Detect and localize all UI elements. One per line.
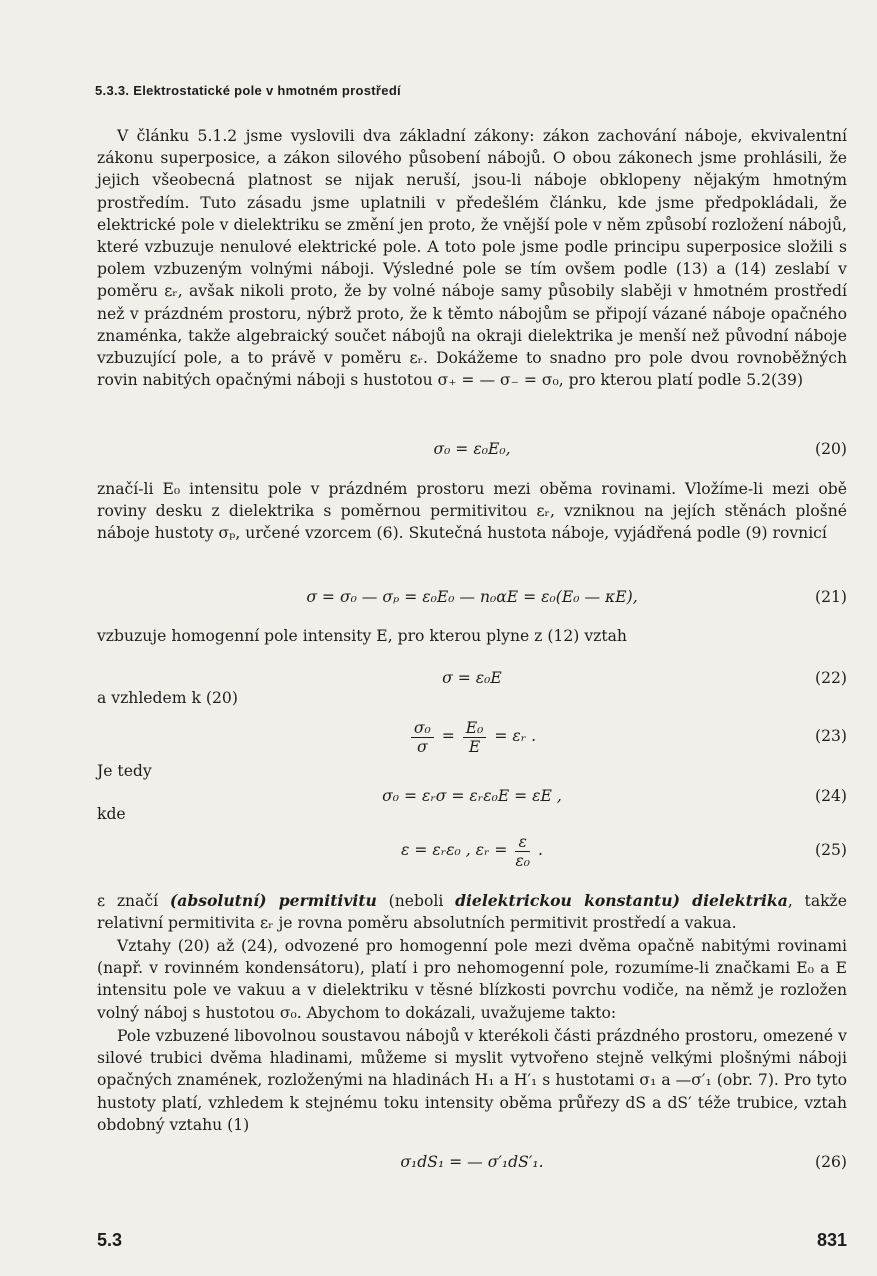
equation-body xyxy=(97,826,847,874)
text-run: , takže relativní permitivita εᵣ je rovna poměru absolutních permitivit prostředí a vakua. xyxy=(97,892,848,933)
footer-section: 5.3 xyxy=(97,1230,123,1250)
equation-body xyxy=(97,714,847,758)
fraction-numerator: E₀ xyxy=(463,719,487,738)
text-run: (neboli xyxy=(376,892,456,910)
paragraph-intro: V článku 5.1.2 jsme vyslovili dva základní zákony: zákon zachování náboje, ekvivalentní zákonu superposice, a zákon silového působení nábojů. O obou zákonech jsme prohlásili, že jejich všeobecná platnost se nijak neruší, jsou-li náboje obklopeny nějakým hmotným prostředím. Tuto zásadu jsme uplatnili v předešlém článku, kde jsme předpokládali, že elektrické pole v dielektriku se změní jen proto, že vnější pole v něm způsobí rozložení nábojů, které vzbuzuje nenulové elektrické pole. A toto pole jsme podle principu superposice složili s polem vzbuzeným volnými náboji. Výsledné pole se tím ovšem podle (13) a (14) zeslabí v poměru εᵣ, avšak nikoli proto, že by volné náboje samy působily slaběji v hmotném prostředí než v prázdném prostoru, nýbrž proto, že k těmto nábojům se připojí vázané náboje opačného znaménka, takže algebraický součet nábojů na okraji dielektrika je menší než původní náboje vzbuzující pole, a to právě v poměru εᵣ. Dokážeme to snadno pro pole dvou rovnoběžných rovin nabitých opačnými náboji s hustotou σ₊ = — σ₋ = σ₀, pro kterou platí podle 5.2(39) xyxy=(97,127,847,390)
equation-tail: . xyxy=(538,841,543,859)
paragraph-homogeneous: vzbuzuje homogenní pole intensity E, pro kterou plyne z (12) vztah xyxy=(97,627,627,645)
paragraph-nonhomogeneous: Vztahy (20) až (24), odvozené pro homogenní pole mezi dvěma opačně nabitými rovinami (např. v rovinném kondensátoru), platí i pro nehomogenní pole, rozumíme-li značkami E₀ a E intensitu pole ve vakuu a v dielektriku v těsné blízkosti povrchu vodiče, na němž je rozložen volný náboj s hustotou σ₀. Abychom to dokázali, uvažujeme takto: xyxy=(97,937,847,1022)
equation-23 xyxy=(97,714,847,758)
text-run: ε značí xyxy=(97,892,170,910)
equation-21 xyxy=(97,585,847,609)
term-permitivita: (absolutní) permitivitu xyxy=(169,891,377,910)
equation-body: σ = σ₀ — σₚ = ε₀E₀ — n₀αE = ε₀(E₀ — κE), xyxy=(306,588,638,606)
equation-20 xyxy=(97,437,847,461)
fraction xyxy=(463,719,487,756)
fraction xyxy=(411,719,434,756)
fraction-denominator: ε₀ xyxy=(515,851,531,870)
equation-25 xyxy=(97,826,847,874)
equation-body: σ₁dS₁ = — σ′₁dS′₁. xyxy=(400,1153,544,1171)
equation-number: (24) xyxy=(814,787,847,805)
equation-left: ε = εᵣε₀ , εᵣ = xyxy=(401,841,508,859)
equation-number: (21) xyxy=(814,588,847,606)
fraction-denominator: σ xyxy=(417,737,428,756)
equation-number: (22) xyxy=(814,669,847,687)
fraction-denominator: E xyxy=(468,737,481,756)
equation-body: σ₀ = εᵣσ = εᵣε₀E = εE , xyxy=(382,787,562,805)
page-number: 831 xyxy=(816,1230,847,1250)
equation-24 xyxy=(97,784,847,808)
equals-sign: = xyxy=(441,727,455,745)
equation-number: (23) xyxy=(814,727,847,745)
fraction-numerator: σ₀ xyxy=(411,719,434,738)
fraction xyxy=(515,833,530,870)
equation-26 xyxy=(97,1150,847,1174)
fraction-numerator: ε xyxy=(515,833,530,852)
equation-number: (20) xyxy=(814,440,847,458)
term-dielektricka-konstanta: dielektrickou konstantu) dielektrika xyxy=(455,891,788,910)
equation-number: (25) xyxy=(814,841,847,859)
paragraph-field-tube: Pole vzbuzené libovolnou soustavou nábojů v kterékoli části prázdného prostoru, omezené v silové trubici dvěma hladinami, můžeme si myslit vytvořeno stejně velkými plošnými náboji opačných znamének, rozloženými na hladinách H₁ a H′₁ s hustotami σ₁ a —σ′₁ (obr. 7). Pro tyto hustoty platí, vzhledem k stejnému toku intensity oběma průřezy dS a dS′ téže trubice, vztah obdobný vztahu (1) xyxy=(97,1027,847,1134)
equation-body: σ = ε₀E xyxy=(442,669,502,687)
section-heading: 5.3.3. Elektrostatické pole v hmotném prostředí xyxy=(95,83,401,98)
equation-number: (26) xyxy=(814,1153,847,1171)
label-a-vzhledem: a vzhledem k (20) xyxy=(97,689,238,707)
paragraph-permittivity xyxy=(97,890,847,934)
equation-body: σ₀ = ε₀E₀, xyxy=(433,440,511,458)
label-kde: kde xyxy=(97,805,126,823)
paragraph-intensity: značí-li E₀ intensitu pole v prázdném prostoru mezi oběma rovinami. Vložíme-li mezi obě roviny desku z dielektrika s poměrnou permitivitou εᵣ, vzniknou na jejích stěnách plošné náboje hustoty σₚ, určené vzorcem (6). Skutečná hustota náboje, vyjádřená podle (9) rovnicí xyxy=(97,480,847,543)
equation-tail: = εᵣ . xyxy=(494,727,537,745)
label-je-tedy: Je tedy xyxy=(97,762,152,780)
